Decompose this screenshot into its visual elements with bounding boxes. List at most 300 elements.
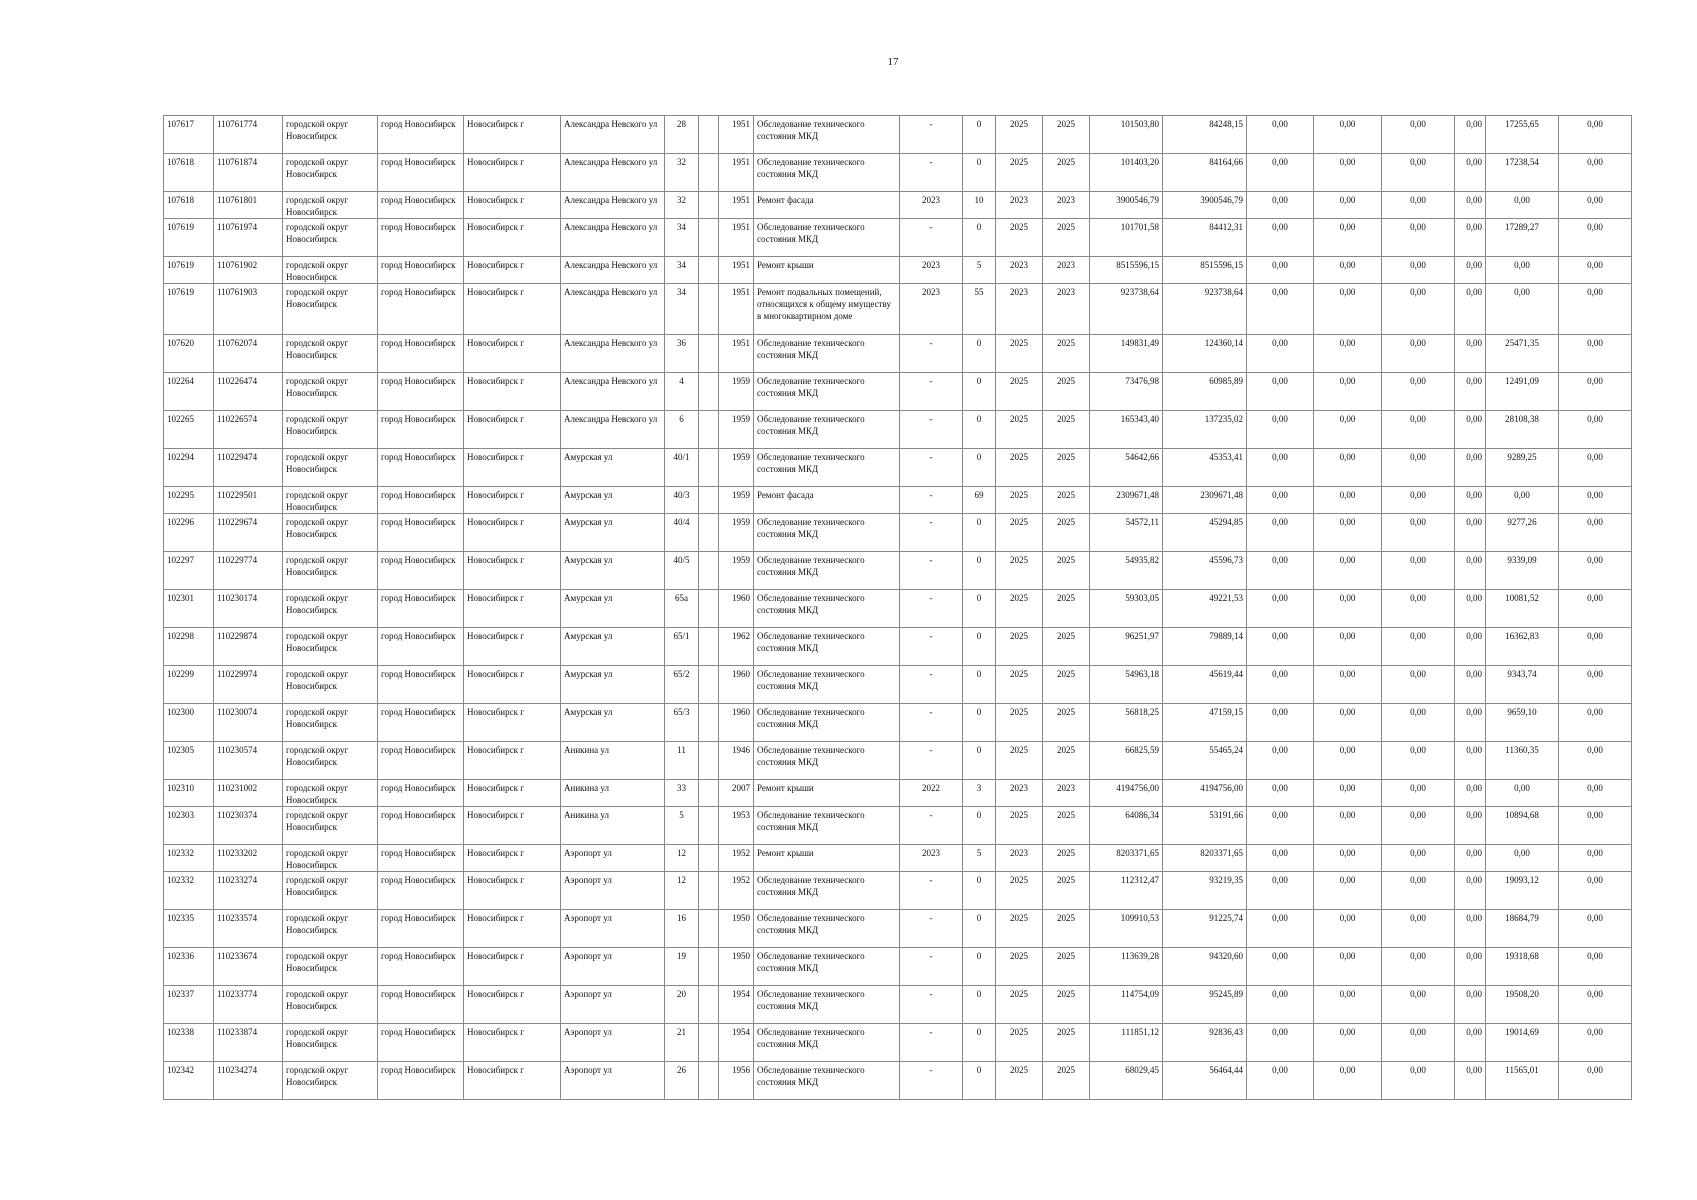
table-row <box>164 845 1632 872</box>
cell-start-year: 2025 <box>996 335 1043 373</box>
cell-work-type: Обследование технического состояния МКД <box>754 514 900 552</box>
cell-municipality: городской округ Новосибирск <box>283 411 378 449</box>
cell-start-year: 2023 <box>996 284 1043 335</box>
cell-street: Амурская ул <box>561 552 665 590</box>
cell-budget-federal: 0,00 <box>1247 411 1314 449</box>
cell-city: Новосибирск г <box>464 845 561 872</box>
cell-build-year: 1959 <box>719 514 754 552</box>
cell-end-year: 2023 <box>1043 257 1090 284</box>
cell-fund-amount: 2309671,48 <box>1163 487 1247 514</box>
cell-budget-federal: 0,00 <box>1247 154 1314 192</box>
cell-fund-amount: 923738,64 <box>1163 284 1247 335</box>
cell-build-year: 1960 <box>719 666 754 704</box>
table-row <box>164 335 1632 373</box>
cell-build-year: 1951 <box>719 116 754 154</box>
page-number: 17 <box>887 56 899 68</box>
cell-row-id: 102342 <box>164 1062 214 1100</box>
cell-settlement: город Новосибирск <box>378 192 464 219</box>
cell-build-year: 1959 <box>719 449 754 487</box>
cell-record-code: 110233574 <box>214 910 283 948</box>
cell-municipality: городской округ Новосибирск <box>283 845 378 872</box>
cell-house-letter <box>699 552 719 590</box>
cell-fund-amount: 49221,53 <box>1163 590 1247 628</box>
cell-wear-percent: 0 <box>963 411 996 449</box>
cell-wear-percent: 69 <box>963 487 996 514</box>
cell-street: Александра Невского ул <box>561 154 665 192</box>
cell-house-letter <box>699 284 719 335</box>
cell-house-letter <box>699 335 719 373</box>
cell-plan-year: - <box>900 948 963 986</box>
cell-fund-amount: 4194756,00 <box>1163 780 1247 807</box>
cell-start-year: 2025 <box>996 590 1043 628</box>
cell-fund-amount: 45294,85 <box>1163 514 1247 552</box>
cell-end-year: 2025 <box>1043 1024 1090 1062</box>
cell-house-number: 20 <box>665 986 699 1024</box>
cell-budget-local: 0,00 <box>1382 986 1455 1024</box>
cell-record-code: 110762074 <box>214 335 283 373</box>
cell-total-cost: 54935,82 <box>1090 552 1163 590</box>
cell-build-year: 2007 <box>719 780 754 807</box>
cell-row-id: 107618 <box>164 192 214 219</box>
cell-settlement: город Новосибирск <box>378 1024 464 1062</box>
cell-budget-federal: 0,00 <box>1247 666 1314 704</box>
cell-street: Александра Невского ул <box>561 257 665 284</box>
cell-total-cost: 8203371,65 <box>1090 845 1163 872</box>
cell-wear-percent: 0 <box>963 552 996 590</box>
cell-other-funds: 0,00 <box>1559 780 1632 807</box>
cell-end-year: 2023 <box>1043 780 1090 807</box>
cell-house-letter <box>699 373 719 411</box>
cell-work-type: Обследование технического состояния МКД <box>754 872 900 910</box>
cell-house-number: 40/5 <box>665 552 699 590</box>
cell-house-letter <box>699 590 719 628</box>
cell-settlement: город Новосибирск <box>378 514 464 552</box>
cell-end-year: 2025 <box>1043 449 1090 487</box>
cell-municipality: городской округ Новосибирск <box>283 373 378 411</box>
cell-budget-federal: 0,00 <box>1247 284 1314 335</box>
cell-work-type: Обследование технического состояния МКД <box>754 807 900 845</box>
cell-house-letter <box>699 1024 719 1062</box>
cell-other-funds: 0,00 <box>1559 284 1632 335</box>
cell-budget-regional: 0,00 <box>1314 487 1382 514</box>
cell-start-year: 2025 <box>996 807 1043 845</box>
cell-budget-regional: 0,00 <box>1314 514 1382 552</box>
cell-record-code: 110229474 <box>214 449 283 487</box>
cell-fund-amount: 45596,73 <box>1163 552 1247 590</box>
cell-street: Аэропорт ул <box>561 872 665 910</box>
cell-end-year: 2025 <box>1043 910 1090 948</box>
cell-build-year: 1959 <box>719 487 754 514</box>
cell-house-number: 65а <box>665 590 699 628</box>
cell-municipality: городской округ Новосибирск <box>283 742 378 780</box>
cell-total-cost: 54642,66 <box>1090 449 1163 487</box>
cell-start-year: 2025 <box>996 552 1043 590</box>
cell-owner-funds: 12491,09 <box>1486 373 1559 411</box>
cell-wear-percent: 0 <box>963 948 996 986</box>
table-row <box>164 487 1632 514</box>
cell-budget-local: 0,00 <box>1382 666 1455 704</box>
cell-budget-local: 0,00 <box>1382 628 1455 666</box>
cell-plan-year: - <box>900 1062 963 1100</box>
cell-row-id: 102265 <box>164 411 214 449</box>
cell-settlement: город Новосибирск <box>378 449 464 487</box>
cell-plan-year: - <box>900 335 963 373</box>
cell-budget-local: 0,00 <box>1382 411 1455 449</box>
cell-street: Александра Невского ул <box>561 373 665 411</box>
cell-budget-federal: 0,00 <box>1247 257 1314 284</box>
cell-record-code: 110761903 <box>214 284 283 335</box>
cell-house-number: 19 <box>665 948 699 986</box>
cell-other-funds: 0,00 <box>1559 704 1632 742</box>
cell-budget-federal: 0,00 <box>1247 487 1314 514</box>
cell-work-type: Обследование технического состояния МКД <box>754 590 900 628</box>
cell-owner-share: 0,00 <box>1455 590 1486 628</box>
cell-total-cost: 73476,98 <box>1090 373 1163 411</box>
cell-row-id: 102294 <box>164 449 214 487</box>
cell-plan-year: - <box>900 116 963 154</box>
cell-street: Аникина ул <box>561 780 665 807</box>
cell-street: Амурская ул <box>561 487 665 514</box>
cell-end-year: 2025 <box>1043 666 1090 704</box>
cell-budget-federal: 0,00 <box>1247 780 1314 807</box>
cell-house-letter <box>699 872 719 910</box>
cell-owner-funds: 19318,68 <box>1486 948 1559 986</box>
cell-fund-amount: 8203371,65 <box>1163 845 1247 872</box>
cell-budget-regional: 0,00 <box>1314 704 1382 742</box>
cell-municipality: городской округ Новосибирск <box>283 807 378 845</box>
cell-end-year: 2025 <box>1043 1062 1090 1100</box>
cell-street: Аэропорт ул <box>561 910 665 948</box>
cell-house-number: 12 <box>665 845 699 872</box>
cell-wear-percent: 0 <box>963 335 996 373</box>
cell-build-year: 1962 <box>719 628 754 666</box>
table-row <box>164 154 1632 192</box>
cell-owner-funds: 0,00 <box>1486 192 1559 219</box>
cell-house-letter <box>699 780 719 807</box>
cell-house-number: 4 <box>665 373 699 411</box>
cell-house-number: 34 <box>665 284 699 335</box>
cell-owner-share: 0,00 <box>1455 704 1486 742</box>
cell-start-year: 2025 <box>996 449 1043 487</box>
cell-street: Александра Невского ул <box>561 284 665 335</box>
cell-fund-amount: 95245,89 <box>1163 986 1247 1024</box>
cell-start-year: 2025 <box>996 514 1043 552</box>
cell-city: Новосибирск г <box>464 411 561 449</box>
cell-row-id: 107619 <box>164 257 214 284</box>
cell-house-number: 32 <box>665 192 699 219</box>
cell-row-id: 107619 <box>164 284 214 335</box>
table-row <box>164 219 1632 257</box>
registry-table <box>163 115 1632 1100</box>
cell-owner-funds: 19508,20 <box>1486 986 1559 1024</box>
cell-owner-share: 0,00 <box>1455 628 1486 666</box>
cell-fund-amount: 94320,60 <box>1163 948 1247 986</box>
cell-budget-federal: 0,00 <box>1247 552 1314 590</box>
cell-budget-regional: 0,00 <box>1314 1024 1382 1062</box>
cell-build-year: 1959 <box>719 373 754 411</box>
cell-budget-regional: 0,00 <box>1314 192 1382 219</box>
cell-row-id: 102305 <box>164 742 214 780</box>
cell-start-year: 2023 <box>996 192 1043 219</box>
cell-house-letter <box>699 986 719 1024</box>
cell-wear-percent: 0 <box>963 666 996 704</box>
cell-other-funds: 0,00 <box>1559 411 1632 449</box>
cell-record-code: 110761874 <box>214 154 283 192</box>
cell-record-code: 110230374 <box>214 807 283 845</box>
cell-house-letter <box>699 1062 719 1100</box>
cell-budget-federal: 0,00 <box>1247 807 1314 845</box>
cell-record-code: 110229774 <box>214 552 283 590</box>
cell-house-number: 33 <box>665 780 699 807</box>
cell-settlement: город Новосибирск <box>378 590 464 628</box>
cell-wear-percent: 0 <box>963 116 996 154</box>
cell-build-year: 1954 <box>719 1024 754 1062</box>
cell-other-funds: 0,00 <box>1559 666 1632 704</box>
cell-city: Новосибирск г <box>464 948 561 986</box>
cell-total-cost: 111851,12 <box>1090 1024 1163 1062</box>
cell-other-funds: 0,00 <box>1559 335 1632 373</box>
cell-house-letter <box>699 514 719 552</box>
cell-build-year: 1950 <box>719 948 754 986</box>
cell-street: Аэропорт ул <box>561 1024 665 1062</box>
cell-owner-funds: 19093,12 <box>1486 872 1559 910</box>
cell-wear-percent: 0 <box>963 1062 996 1100</box>
cell-house-letter <box>699 704 719 742</box>
cell-total-cost: 96251,97 <box>1090 628 1163 666</box>
cell-work-type: Обследование технического состояния МКД <box>754 552 900 590</box>
cell-start-year: 2025 <box>996 742 1043 780</box>
cell-record-code: 110229501 <box>214 487 283 514</box>
cell-budget-local: 0,00 <box>1382 335 1455 373</box>
cell-start-year: 2025 <box>996 1062 1043 1100</box>
cell-total-cost: 59303,05 <box>1090 590 1163 628</box>
cell-wear-percent: 0 <box>963 1024 996 1062</box>
cell-city: Новосибирск г <box>464 373 561 411</box>
cell-owner-funds: 0,00 <box>1486 487 1559 514</box>
cell-owner-share: 0,00 <box>1455 1062 1486 1100</box>
cell-city: Новосибирск г <box>464 872 561 910</box>
cell-work-type: Ремонт крыши <box>754 257 900 284</box>
cell-plan-year: 2023 <box>900 192 963 219</box>
cell-budget-federal: 0,00 <box>1247 219 1314 257</box>
cell-budget-federal: 0,00 <box>1247 449 1314 487</box>
cell-fund-amount: 91225,74 <box>1163 910 1247 948</box>
cell-fund-amount: 55465,24 <box>1163 742 1247 780</box>
cell-record-code: 110761902 <box>214 257 283 284</box>
table-row <box>164 986 1632 1024</box>
cell-house-letter <box>699 666 719 704</box>
cell-municipality: городской округ Новосибирск <box>283 335 378 373</box>
cell-municipality: городской округ Новосибирск <box>283 449 378 487</box>
cell-house-number: 26 <box>665 1062 699 1100</box>
cell-owner-share: 0,00 <box>1455 872 1486 910</box>
cell-owner-funds: 0,00 <box>1486 845 1559 872</box>
cell-record-code: 110761774 <box>214 116 283 154</box>
cell-city: Новосибирск г <box>464 284 561 335</box>
cell-total-cost: 109910,53 <box>1090 910 1163 948</box>
cell-owner-share: 0,00 <box>1455 449 1486 487</box>
cell-owner-funds: 0,00 <box>1486 284 1559 335</box>
cell-start-year: 2025 <box>996 154 1043 192</box>
cell-row-id: 102338 <box>164 1024 214 1062</box>
cell-budget-local: 0,00 <box>1382 1024 1455 1062</box>
cell-owner-funds: 17255,65 <box>1486 116 1559 154</box>
cell-work-type: Обследование технического состояния МКД <box>754 449 900 487</box>
cell-budget-federal: 0,00 <box>1247 1024 1314 1062</box>
cell-start-year: 2025 <box>996 948 1043 986</box>
cell-budget-federal: 0,00 <box>1247 1062 1314 1100</box>
cell-wear-percent: 0 <box>963 986 996 1024</box>
cell-wear-percent: 55 <box>963 284 996 335</box>
table-row <box>164 807 1632 845</box>
cell-budget-federal: 0,00 <box>1247 948 1314 986</box>
cell-house-number: 40/4 <box>665 514 699 552</box>
cell-end-year: 2025 <box>1043 948 1090 986</box>
cell-owner-funds: 11360,35 <box>1486 742 1559 780</box>
cell-plan-year: - <box>900 872 963 910</box>
cell-plan-year: - <box>900 628 963 666</box>
cell-street: Александра Невского ул <box>561 192 665 219</box>
cell-street: Аэропорт ул <box>561 845 665 872</box>
cell-work-type: Ремонт крыши <box>754 780 900 807</box>
cell-work-type: Обследование технического состояния МКД <box>754 742 900 780</box>
cell-budget-local: 0,00 <box>1382 373 1455 411</box>
cell-house-letter <box>699 116 719 154</box>
cell-build-year: 1951 <box>719 335 754 373</box>
cell-street: Амурская ул <box>561 666 665 704</box>
cell-city: Новосибирск г <box>464 335 561 373</box>
cell-budget-local: 0,00 <box>1382 219 1455 257</box>
cell-wear-percent: 0 <box>963 872 996 910</box>
cell-end-year: 2025 <box>1043 487 1090 514</box>
cell-municipality: городской округ Новосибирск <box>283 948 378 986</box>
cell-street: Амурская ул <box>561 514 665 552</box>
cell-settlement: город Новосибирск <box>378 219 464 257</box>
cell-house-letter <box>699 154 719 192</box>
cell-build-year: 1951 <box>719 257 754 284</box>
cell-total-cost: 101503,80 <box>1090 116 1163 154</box>
cell-house-number: 34 <box>665 257 699 284</box>
cell-budget-regional: 0,00 <box>1314 552 1382 590</box>
cell-budget-regional: 0,00 <box>1314 219 1382 257</box>
cell-budget-local: 0,00 <box>1382 552 1455 590</box>
cell-house-number: 65/1 <box>665 628 699 666</box>
cell-build-year: 1951 <box>719 154 754 192</box>
cell-fund-amount: 45353,41 <box>1163 449 1247 487</box>
cell-owner-share: 0,00 <box>1455 552 1486 590</box>
cell-row-id: 102303 <box>164 807 214 845</box>
cell-total-cost: 101403,20 <box>1090 154 1163 192</box>
cell-end-year: 2025 <box>1043 335 1090 373</box>
cell-other-funds: 0,00 <box>1559 373 1632 411</box>
cell-budget-local: 0,00 <box>1382 704 1455 742</box>
cell-city: Новосибирск г <box>464 487 561 514</box>
cell-plan-year: 2023 <box>900 845 963 872</box>
cell-start-year: 2025 <box>996 487 1043 514</box>
cell-owner-share: 0,00 <box>1455 116 1486 154</box>
cell-city: Новосибирск г <box>464 154 561 192</box>
cell-record-code: 110231002 <box>214 780 283 807</box>
cell-other-funds: 0,00 <box>1559 116 1632 154</box>
cell-street: Александра Невского ул <box>561 335 665 373</box>
cell-street: Амурская ул <box>561 628 665 666</box>
cell-budget-local: 0,00 <box>1382 284 1455 335</box>
table-row <box>164 590 1632 628</box>
cell-budget-regional: 0,00 <box>1314 335 1382 373</box>
cell-budget-regional: 0,00 <box>1314 910 1382 948</box>
cell-street: Аэропорт ул <box>561 948 665 986</box>
cell-end-year: 2025 <box>1043 154 1090 192</box>
cell-budget-regional: 0,00 <box>1314 845 1382 872</box>
cell-settlement: город Новосибирск <box>378 257 464 284</box>
cell-start-year: 2025 <box>996 116 1043 154</box>
cell-work-type: Обследование технического состояния МКД <box>754 219 900 257</box>
cell-owner-share: 0,00 <box>1455 257 1486 284</box>
cell-other-funds: 0,00 <box>1559 845 1632 872</box>
cell-municipality: городской округ Новосибирск <box>283 192 378 219</box>
cell-row-id: 102310 <box>164 780 214 807</box>
cell-other-funds: 0,00 <box>1559 948 1632 986</box>
cell-end-year: 2025 <box>1043 514 1090 552</box>
cell-budget-regional: 0,00 <box>1314 590 1382 628</box>
cell-budget-local: 0,00 <box>1382 1062 1455 1100</box>
cell-plan-year: - <box>900 449 963 487</box>
cell-budget-federal: 0,00 <box>1247 742 1314 780</box>
cell-record-code: 110229674 <box>214 514 283 552</box>
cell-owner-funds: 18684,79 <box>1486 910 1559 948</box>
cell-municipality: городской округ Новосибирск <box>283 552 378 590</box>
table-row <box>164 449 1632 487</box>
cell-budget-regional: 0,00 <box>1314 872 1382 910</box>
cell-owner-share: 0,00 <box>1455 910 1486 948</box>
cell-owner-share: 0,00 <box>1455 948 1486 986</box>
table-row <box>164 192 1632 219</box>
cell-record-code: 110230574 <box>214 742 283 780</box>
cell-wear-percent: 0 <box>963 910 996 948</box>
cell-municipality: городской округ Новосибирск <box>283 1024 378 1062</box>
cell-house-letter <box>699 845 719 872</box>
cell-record-code: 110233774 <box>214 986 283 1024</box>
cell-plan-year: - <box>900 487 963 514</box>
cell-row-id: 102297 <box>164 552 214 590</box>
cell-work-type: Обследование технического состояния МКД <box>754 628 900 666</box>
cell-start-year: 2025 <box>996 986 1043 1024</box>
cell-owner-share: 0,00 <box>1455 514 1486 552</box>
cell-wear-percent: 0 <box>963 628 996 666</box>
cell-street: Амурская ул <box>561 449 665 487</box>
cell-total-cost: 64086,34 <box>1090 807 1163 845</box>
cell-work-type: Обследование технического состояния МКД <box>754 1024 900 1062</box>
cell-build-year: 1952 <box>719 872 754 910</box>
cell-settlement: город Новосибирск <box>378 552 464 590</box>
cell-city: Новосибирск г <box>464 552 561 590</box>
cell-row-id: 102337 <box>164 986 214 1024</box>
cell-fund-amount: 56464,44 <box>1163 1062 1247 1100</box>
cell-row-id: 102264 <box>164 373 214 411</box>
cell-fund-amount: 137235,02 <box>1163 411 1247 449</box>
table-row <box>164 514 1632 552</box>
cell-other-funds: 0,00 <box>1559 257 1632 284</box>
cell-budget-regional: 0,00 <box>1314 986 1382 1024</box>
cell-owner-funds: 0,00 <box>1486 257 1559 284</box>
table-row <box>164 116 1632 154</box>
cell-other-funds: 0,00 <box>1559 514 1632 552</box>
cell-settlement: город Новосибирск <box>378 666 464 704</box>
cell-total-cost: 66825,59 <box>1090 742 1163 780</box>
cell-house-letter <box>699 948 719 986</box>
table-row <box>164 373 1632 411</box>
cell-budget-local: 0,00 <box>1382 807 1455 845</box>
